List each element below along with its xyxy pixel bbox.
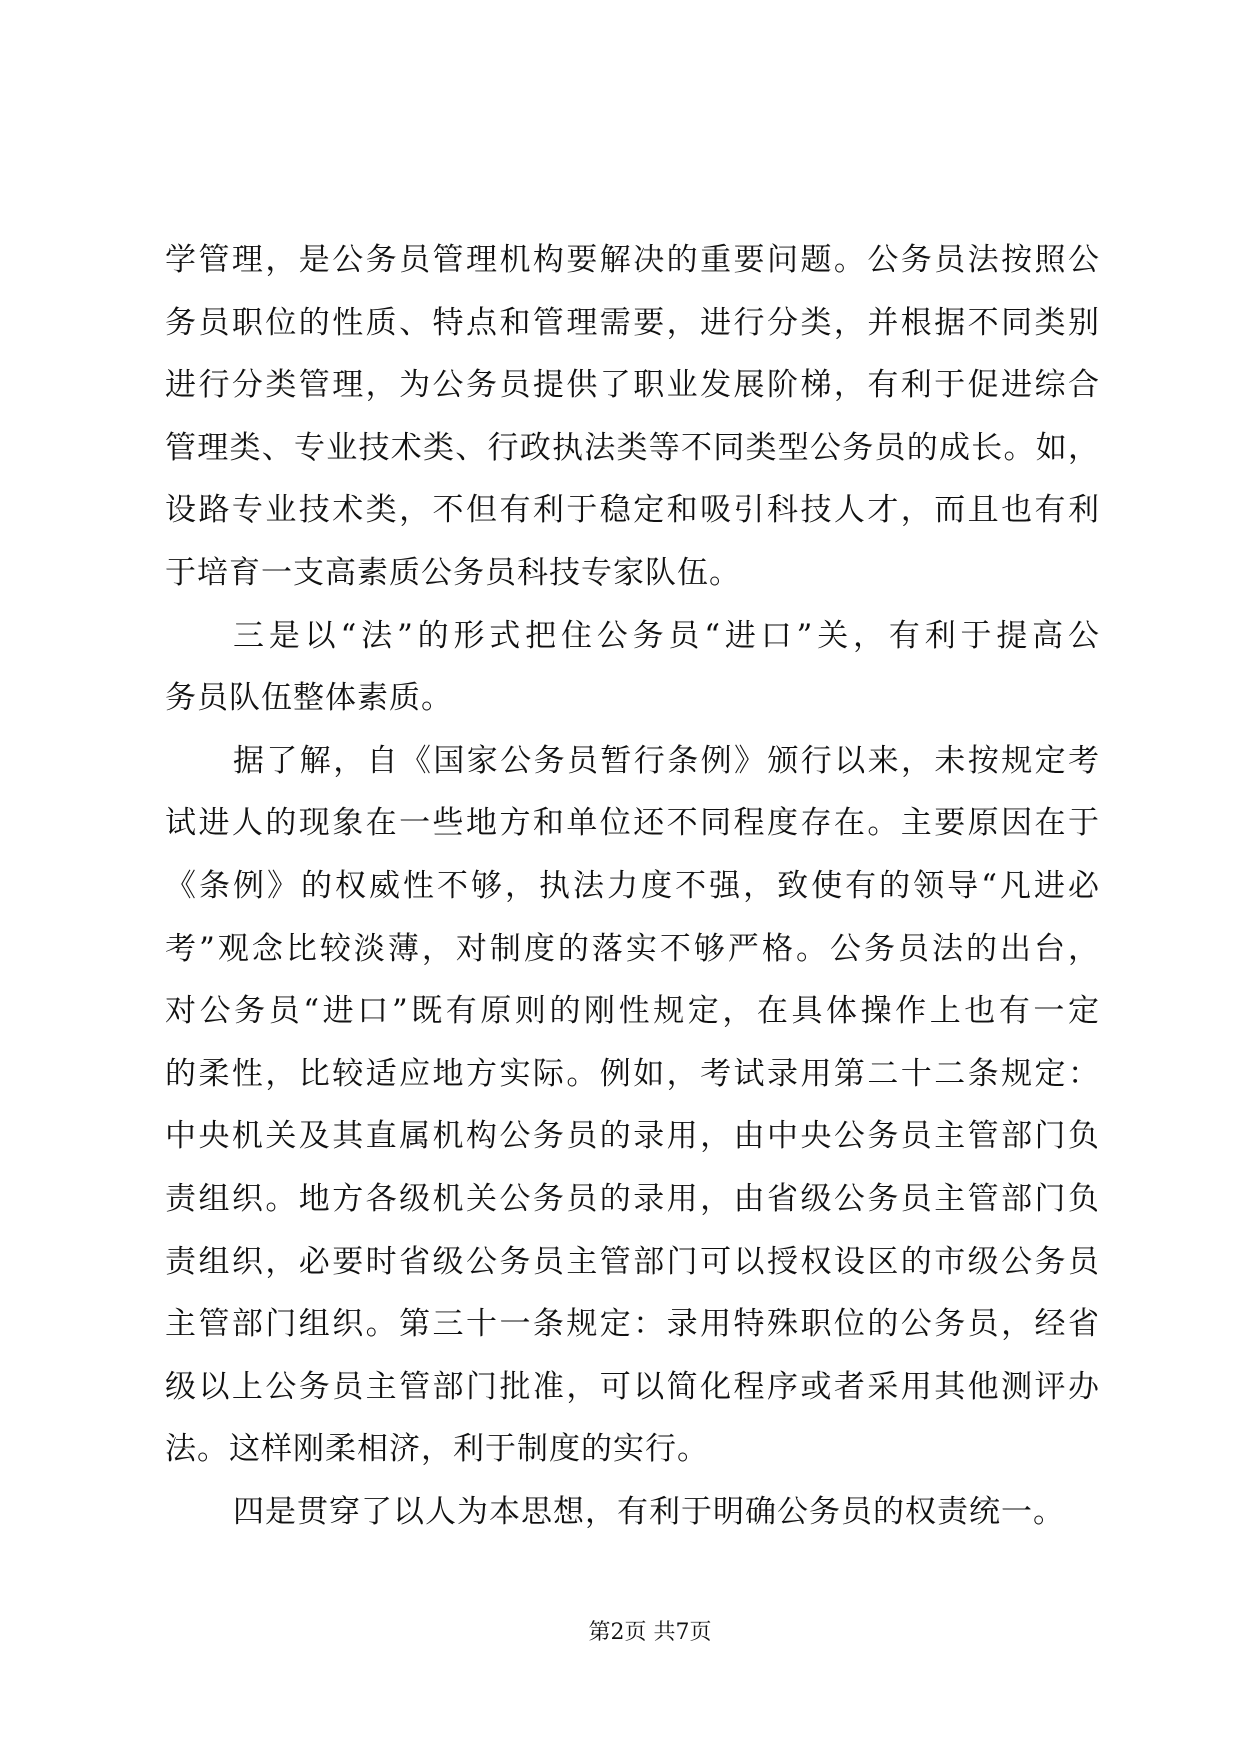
text-line: 主管部门组织。第三十一条规定：录用特殊职位的公务员，经省	[165, 1306, 1100, 1343]
text-line: 中央机关及其直属机构公务员的录用，由中央公务员主管部门负	[165, 1118, 1100, 1155]
text-line: 三是以“法”的形式把住公务员“进口”关，有利于提高公	[233, 617, 1100, 654]
paragraph	[165, 730, 1100, 1481]
page-number-footer: 第2页 共7页	[588, 1620, 712, 1645]
text-line: 的柔性，比较适应地方实际。例如，考试录用第二十二条规定：	[165, 1055, 1100, 1092]
text-line: 考”观念比较淡薄，对制度的落实不够严格。公务员法的出台，	[165, 930, 1100, 967]
text-line: 管理类、专业技术类、行政执法类等不同类型公务员的成长。如，	[165, 429, 1100, 466]
text-line: 据了解，自《国家公务员暂行条例》颁行以来，未按规定考	[233, 742, 1100, 779]
text-line: 对公务员“进口”既有原则的刚性规定，在具体操作上也有一定	[165, 993, 1100, 1030]
body-text	[165, 229, 1100, 1543]
text-line: 级以上公务员主管部门批准，可以简化程序或者采用其他测评办	[165, 1368, 1100, 1405]
text-line: 责组织。地方各级机关公务员的录用，由省级公务员主管部门负	[165, 1180, 1100, 1217]
text-line: 进行分类管理，为公务员提供了职业发展阶梯，有利于促进综合	[165, 367, 1100, 404]
text-line: 务员队伍整体素质。	[165, 680, 453, 717]
text-line: 四是贯穿了以人为本思想，有利于明确公务员的权责统一。	[233, 1493, 1065, 1530]
paragraph	[165, 229, 1100, 605]
paragraph	[165, 1481, 1100, 1544]
text-line: 责组织，必要时省级公务员主管部门可以授权设区的市级公务员	[165, 1243, 1100, 1280]
text-line: 法。这样刚柔相济，利于制度的实行。	[165, 1431, 709, 1468]
text-line: 于培育一支高素质公务员科技专家队伍。	[165, 554, 741, 591]
text-line: 《条例》的权威性不够，执法力度不强，致使有的领导“凡进必	[165, 867, 1100, 904]
paragraph	[165, 605, 1100, 730]
text-line: 试进人的现象在一些地方和单位还不同程度存在。主要原因在于	[165, 805, 1100, 842]
text-line: 学管理，是公务员管理机构要解决的重要问题。公务员法按照公	[165, 242, 1100, 278]
text-line: 设路专业技术类，不但有利于稳定和吸引科技人才，而且也有利	[165, 492, 1100, 529]
text-line: 务员职位的性质、特点和管理需要，进行分类，并根据不同类别	[165, 304, 1100, 341]
